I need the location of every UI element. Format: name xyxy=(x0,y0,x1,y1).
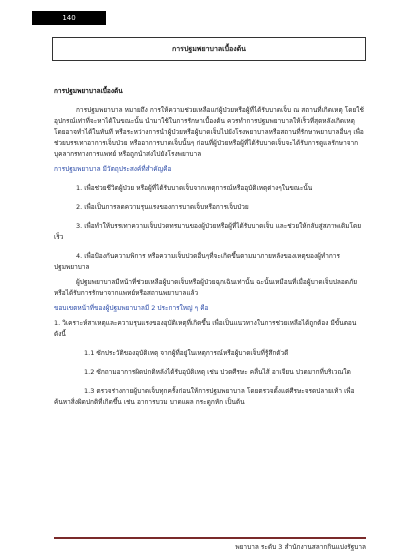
responsibility-note: ผู้ปฐมพยาบาลมีหน้าที่ช่วยเหลือผู้บาดเจ็บหรือผู้ป่วยฉุกเฉินเท่านั้น ฉะนั้นเหมือนที่เมื่อผู้บาดเจ็บปลอดภัยหรือได้รับการรักษาจากแพทย์หรือสถานพยาบาลแล้ว xyxy=(54,278,358,297)
chapter-title: การปฐมพยาบาลเบื้องต้น xyxy=(172,45,246,53)
footer-rule xyxy=(54,537,366,539)
document-body xyxy=(54,86,366,408)
purpose-item: 3. เพื่อทำให้บรรเทาความเจ็บปวดทรมานของผู้ป่วยหรือผู้ที่ได้รับบาดเจ็บ และช่วยให้กลับสู่สภาพเดิมโดยเร็ว xyxy=(54,222,362,241)
scope-sub-item: 1.1 ซักประวัติของอุบัติเหตุ จากผู้ที่อยู่ในเหตุการณ์หรือผู้บาดเจ็บที่รู้สึกตัวดี xyxy=(84,349,289,357)
purpose-item: 4. เพื่อป้องกันความพิการ หรือความเจ็บปวดอื่นๆที่จะเกิดขึ้นตามมาภายหลังของเหตุของผู้ทำการปฐมพยาบาล xyxy=(54,252,340,271)
chapter-title-box xyxy=(52,37,366,61)
scope-item: 1. วิเคราะห์สาเหตุและความรุนแรงของอุบัติเหตุที่เกิดขึ้น เพื่อเป็นแนวทางในการช่วยเหลือได้ถูกต้อง มีขั้นตอนดังนี้ xyxy=(54,319,357,338)
page-number: 140 xyxy=(62,14,76,22)
scope-sub-item: 1.2 ซักถามอาการผิดปกติหลังได้รับอุบัติเหตุ เช่น ปวดศีรษะ คลื่นไส้ อาเจียน ปวดมากที่บริเวณใด xyxy=(84,368,351,376)
page-number-bar xyxy=(32,11,106,25)
purpose-item: 1. เพื่อช่วยชีวิตผู้ป่วย หรือผู้ที่ได้รับบาดเจ็บจากเหตุการณ์หรืออุบัติเหตุต่างๆในขณะนั้น xyxy=(76,184,313,192)
section-heading: การปฐมพยาบาลเบื้องต้น xyxy=(54,87,123,95)
scope-heading: ขอบเขตหน้าที่ของผู้ปฐมพยาบาลมี 2 ประการใหญ่ ๆ คือ xyxy=(54,304,209,312)
footer-text: พยาบาล ระดับ 3 สำนักงานสลากกินแบ่งรัฐบาล xyxy=(235,543,366,551)
purpose-item: 2. เพื่อเป็นการลดความรุนแรงของการบาดเจ็บหรือการเจ็บป่วย xyxy=(76,203,249,211)
intro-paragraph: การปฐมพยาบาล หมายถึง การให้ความช่วยเหลือแก่ผู้ป่วยหรือผู้ที่ได้รับบาดเจ็บ ณ สถานที่เกิดเหตุ โดยใช้อุปกรณ์เท่าที่จะหาได้ในขณะนั้น นำมาใช้ในการรักษาเบื้องต้น ควรทำการปฐมพยาบาลให้เร็วที่สุดหลังเกิดเหตุโดยอาจทำได้ในทันที หรือระหว่างการนำผู้ป่วยหรือผู้บาดเจ็บไปยังโรงพยาบาลหรือสถานที่รักษาพยาบาลอื่นๆ เพื่อช่วยบรรเทาอาการเจ็บป่วย หรืออาการบาดเจ็บนั้นๆ ก่อนที่ผู้ป่วยหรือผู้ที่ได้รับบาดเจ็บจะได้รับการดูแลรักษาจากบุคลากรทางการแพทย์ หรือถูกนำส่งไปยังโรงพยาบาล xyxy=(54,106,364,158)
purpose-heading: การปฐมพยาบาล มีวัตถุประสงค์ที่สำคัญคือ xyxy=(54,165,172,173)
scope-sub-item: 1.3 ตรวจร่างกายผู้บาดเจ็บทุกครั้งก่อนให้การปฐมพยาบาล โดยตรวจตั้งแต่ศีรษะจรดปลายเท้า เพื่อค้นหาสิ่งผิดปกติที่เกิดขึ้น เช่น อาการบวม บาดแผล กระดูกหัก เป็นต้น xyxy=(54,387,355,406)
